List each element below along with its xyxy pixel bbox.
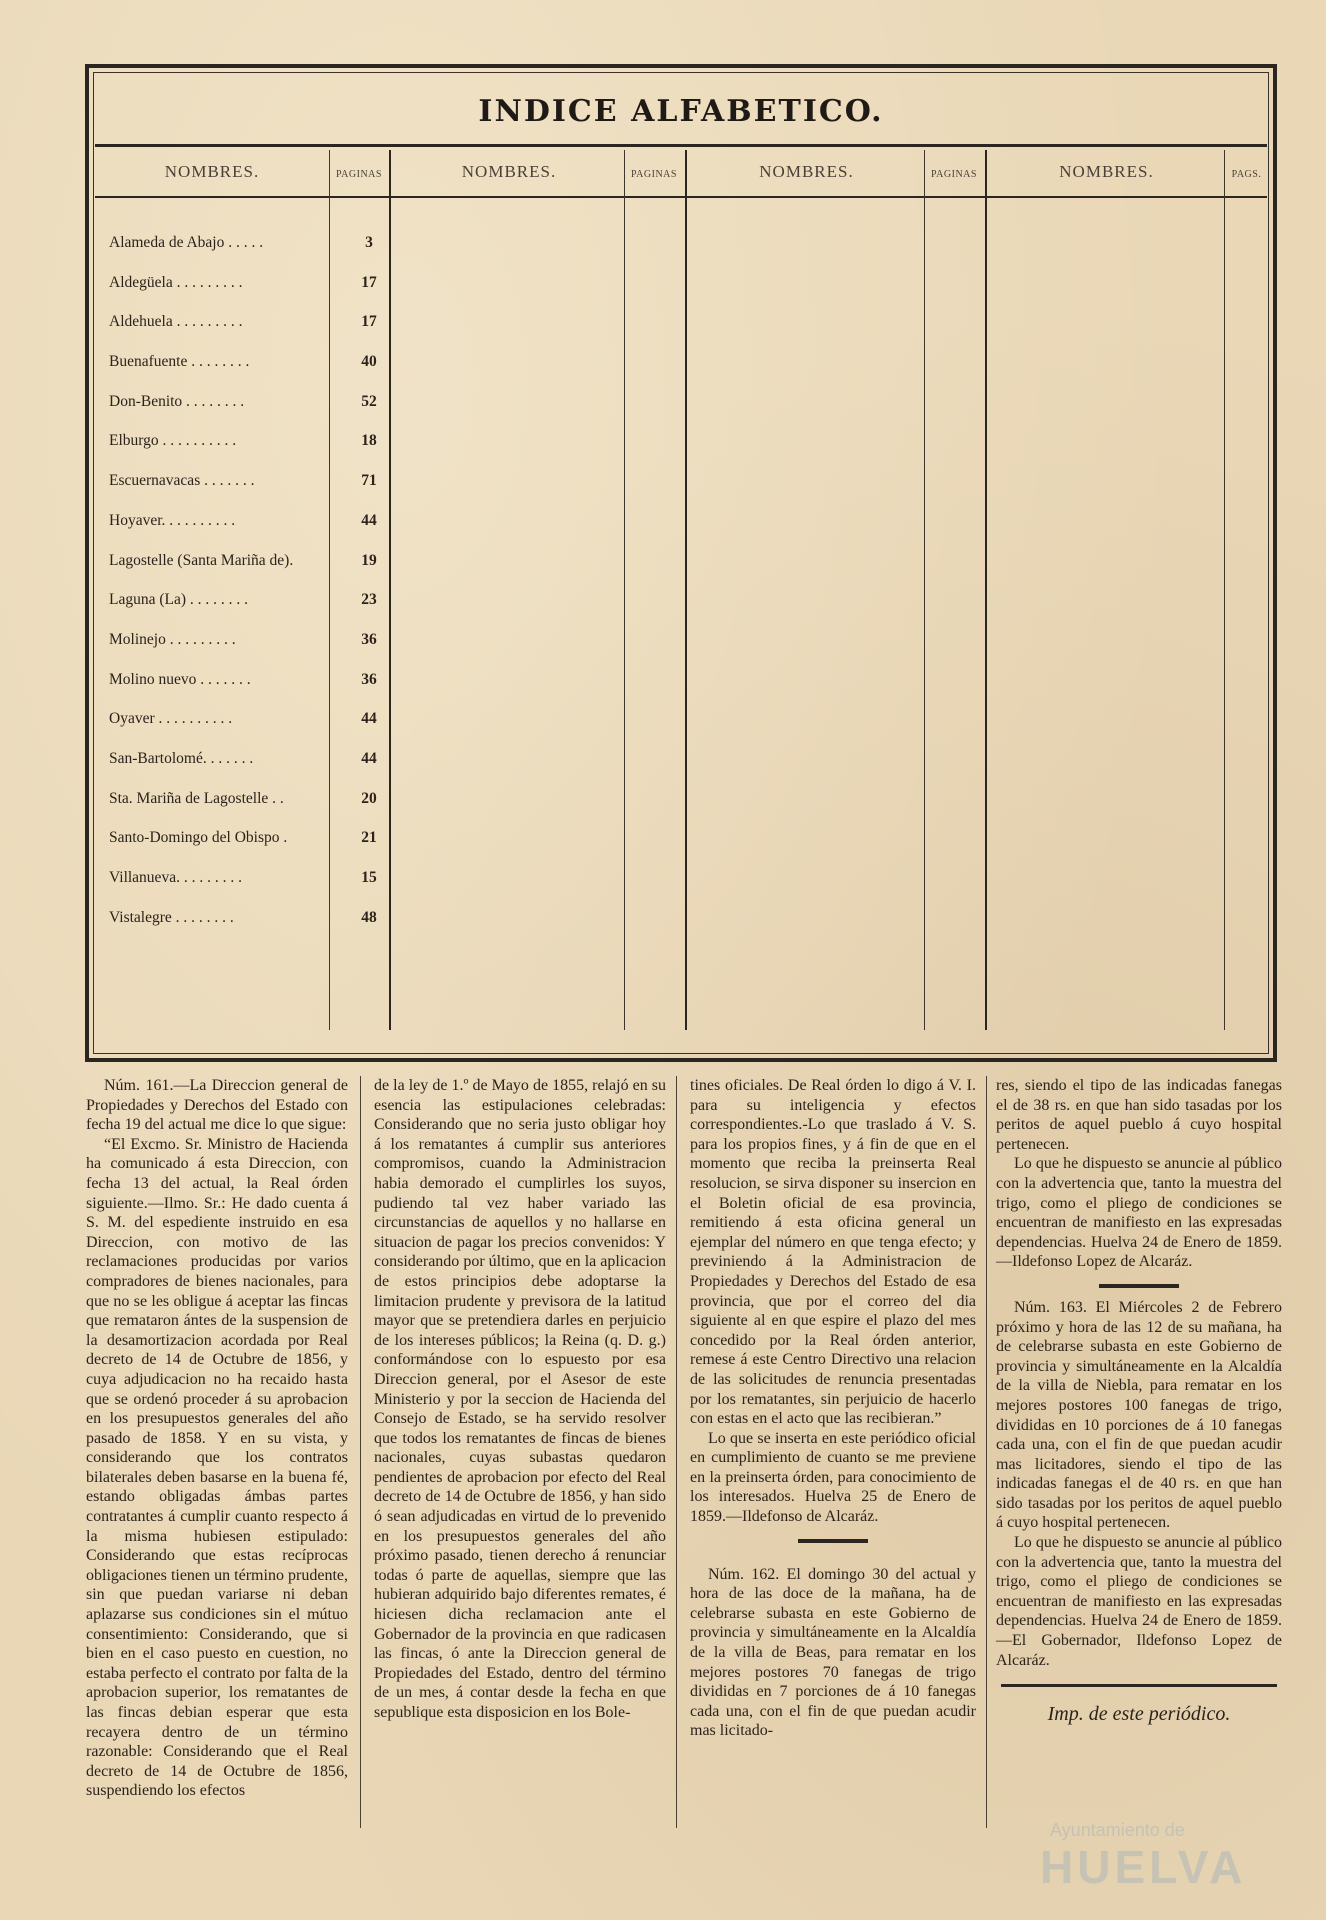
column-divider bbox=[329, 150, 330, 1030]
entry-page: 71 bbox=[361, 472, 377, 490]
paragraph: “El Excmo. Sr. Ministro de Hacienda ha comunicado á esta Direccion, con fecha 13 del actual, la Real órden siguiente.—Ilmo. Sr.: He dado cuenta á S. M. del espediente instruido en esa Direccion, con motivo de las reclamaciones producidas por varios compradores de bienes nacionales, para que no se les obligue á aceptar las fincas que remataron ántes de la suspension de la desamortizacion acordada por Real decreto de 14 de Octubre de 1856, y cuya adjudicacion no ha recaido hasta que se ordenó proceder á su aprobacion en los presupuestos generales del año pasado de 1858. Y en su vista, y considerando que los contratos bilaterales deben basarse en la buena fé, estando obligadas ámbas partes contratantes á cumplir cuanto respecto á la misma hubiesen estipulado: Considerando que estas recíprocas obligaciones tienen un término prudente, sin que puedan variarse ni deban aplazarse sus condiciones sin el mútuo consentimiento: Considerando, que si bien en el caso puesto en cuestion, no estaba perfecto el contrato por falta de la aprobacion superior, los rematantes de las fincas debian esperar que esta recayera dentro de un término razonable: Considerando que el Real decreto de 14 de Octubre de 1856, suspendiendo los efectos bbox=[86, 1135, 348, 1800]
entry-name: Santo-Domingo del Obispo . bbox=[109, 829, 288, 847]
watermark: HUELVA bbox=[1040, 1841, 1247, 1893]
entry-name: Oyaver . . . . . . . . . . bbox=[109, 710, 233, 728]
column-rule bbox=[676, 1076, 677, 1828]
entry-page: 36 bbox=[361, 630, 377, 648]
index-entry bbox=[109, 268, 429, 308]
entry-name: Alameda de Abajo . . . . . bbox=[109, 234, 264, 251]
column-divider bbox=[685, 150, 687, 1030]
index-entry bbox=[109, 903, 429, 943]
column-divider bbox=[1224, 150, 1225, 1030]
header-pages-4: PAGS. bbox=[1231, 169, 1262, 180]
column-divider bbox=[985, 150, 987, 1030]
entry-name: Lagostelle (Santa Mariña de). bbox=[109, 551, 294, 569]
entry-name: Villanueva. . . . . . . . . bbox=[109, 869, 242, 886]
index-entries bbox=[109, 228, 429, 942]
entry-page: 18 bbox=[361, 432, 377, 450]
separator bbox=[1099, 1284, 1179, 1288]
text-column-1 bbox=[86, 1076, 348, 1801]
header-names-3: NOMBRES. bbox=[759, 162, 854, 181]
entry-page: 20 bbox=[361, 789, 377, 807]
index-entry bbox=[109, 784, 429, 824]
index-entry bbox=[109, 387, 429, 427]
column-divider bbox=[924, 150, 925, 1030]
entry-name: Elburgo . . . . . . . . . . bbox=[109, 432, 237, 450]
entry-page: 44 bbox=[361, 710, 377, 728]
index-entry bbox=[109, 823, 429, 863]
index-title: INDICE ALFABETICO. bbox=[478, 94, 884, 129]
entry-name: Hoyaver. . . . . . . . . . bbox=[109, 511, 236, 529]
paragraph: Lo que he dispuesto se anuncie al público con la advertencia que, tanto la muestra del trigo, como el pliego de condiciones se encuentran de manifiesto en las expresadas dependencias. Huelva 24 de Enero de 1859.—El Gobernador, Ildefonso Lopez de Alcaráz. bbox=[996, 1534, 1282, 1669]
entry-name: Aldegüela . . . . . . . . . bbox=[109, 273, 243, 291]
header-names-1: NOMBRES. bbox=[164, 162, 260, 181]
text-column-4 bbox=[996, 1076, 1282, 1725]
entry-page: 17 bbox=[361, 273, 377, 291]
text-column-3 bbox=[690, 1076, 976, 1741]
paragraph: Núm. 162. El domingo 30 del actual y hora de las doce de la mañana, ha de celebrarse subasta en este Gobierno de provincia y simultáneamente en la Alcaldía de la villa de Beas, para rematar en los mejores postores 70 fanegas de trigo divididas en 7 porciones de á 10 fanegas cada una, con el fin de que puedan acudir mas licitado- bbox=[690, 1565, 976, 1740]
index-entry bbox=[109, 307, 429, 347]
header-pages-3: PAGINAS bbox=[931, 169, 977, 180]
column-rule bbox=[360, 1076, 361, 1828]
index-entry bbox=[109, 546, 429, 586]
entry-name: Laguna (La) . . . . . . . . bbox=[109, 591, 249, 609]
index-entry bbox=[109, 704, 429, 744]
separator bbox=[1001, 1684, 1277, 1687]
paragraph: Lo que he dispuesto se anuncie al público con la advertencia que, tanto la muestra del trigo, como el pliego de condiciones se encuentran de manifiesto en las expresadas dependencias. Huelva 24 de Enero de 1859.—Ildefonso Lopez de Alcaráz. bbox=[996, 1155, 1282, 1271]
entry-page: 48 bbox=[361, 908, 377, 926]
header-names-2: NOMBRES. bbox=[461, 162, 557, 181]
index-entry bbox=[109, 426, 429, 466]
text-column-2 bbox=[374, 1076, 666, 1723]
header-names-4: NOMBRES. bbox=[1059, 162, 1154, 181]
header-pages-2: PAGINAS bbox=[631, 169, 677, 180]
paragraph: de la ley de 1.º de Mayo de 1855, relajó en su esencia las estipulaciones celebradas: Considerando que no seria justo obligar hoy á los rematantes á cumplir sus anteriores compromisos, cuando la Administracion habia demorado el cumplirles los suyos, pudiendo tal vez haber variado las circunstancias de aquellos y no hallarse en situacion de pagar los precios convenidos: Y considerando por último, que en la aplicacion de estos principios debe adoptarse la limitacion prudente y previsora de la latitud mayor que se pretendiera darles en perjuicio de los intereses públicos; la Reina (q. D. g.) conformándose con lo espuesto por esa Direccion general, por el Asesor de este Ministerio y por la seccion de Hacienda del Consejo de Estado, se ha servido resolver que todos los rematantes de fincas de bienes nacionales, cuyas subastas quedaron pendientes de aprobacion por efecto del Real decreto de 14 de Octubre de 1856, y han sido ó sean adjudicadas en virtud de lo prevenido en los presupuestos generales del año próximo pasado, tienen derecho á renunciar todas ó parte de aquellas, siempre que las hubieran adquirido bajo diferentes remates, é hiciesen dicha reclamacion ante el Gobernador de la provincia en que radicasen las fincas, ó ante la Direccion general de Propiedades del Estado, dentro del término de un mes, á contar desde la fecha en que sepublique esta disposicion en los Bole- bbox=[374, 1077, 666, 1721]
entry-page: 52 bbox=[361, 392, 377, 410]
paragraph: Núm. 161.—La Direccion general de Propiedades y Derechos del Estado con fecha 19 del actual me dice lo que sigue: bbox=[86, 1077, 348, 1134]
column-divider bbox=[389, 150, 391, 1030]
index-entry bbox=[109, 466, 429, 506]
paragraph: tines oficiales. De Real órden lo digo á V. I. para su inteligencia y efectos correspondientes.-Lo que traslado á V. S. para los propios fines, y á fin de que en el momento que reciba la preinserta Real resolucion, se sirva disponer su insercion en el Boletin oficial de esa provincia, remitiendo á esta oficina general un ejemplar del número en que tenga efecto; y previniendo á la Administracion de Propiedades y Derechos del Estado de esa provincia, que por el correo del dia siguiente al en que espire el plazo del mes concedido por la Real órden anterior, remese á este Centro Directivo una relacion de las solicitudes de renuncia presentadas por los rematantes, sin perjuicio de hacerlo con estas en el acto que las recibieran.” bbox=[690, 1077, 976, 1428]
watermark-subtitle: Ayuntamiento de bbox=[1050, 1820, 1185, 1840]
header-pages-1: PAGINAS bbox=[336, 169, 382, 180]
index-entry bbox=[109, 585, 429, 625]
entry-page: 17 bbox=[361, 313, 377, 331]
entry-page: 23 bbox=[361, 591, 377, 609]
column-divider bbox=[624, 150, 625, 1030]
title-rule bbox=[95, 144, 1267, 147]
entry-name: San-Bartolomé. . . . . . . bbox=[109, 749, 254, 767]
index-entry bbox=[109, 665, 429, 705]
entry-name: Escuernavacas . . . . . . . bbox=[109, 472, 255, 490]
entry-page: 40 bbox=[361, 353, 377, 371]
entry-name: Buenafuente . . . . . . . . bbox=[109, 353, 250, 371]
paragraph: Núm. 163. El Miércoles 2 de Febrero próximo y hora de las 12 de su mañana, ha de celebrarse subasta en este Gobierno de provincia y simultáneamente en la Alcaldía de la villa de Niebla, para rematar en los mejores postores 100 fanegas de trigo, divididas en 10 porciones de á 10 fanegas cada una, con el fin de que puedan acudir mas licitadores, siendo el tipo de las indicadas fanegas el de 40 rs. en que han sido tasadas por los peritos de aquel pueblo á cuyo hospital pertenecen. bbox=[996, 1298, 1282, 1532]
paragraph: Lo que se inserta en este periódico oficial en cumplimiento de cuanto se me previene en la preinserta órden, para conocimiento de los interesados. Huelva 25 de Enero de 1859.—Ildefonso de Alcaráz. bbox=[690, 1429, 976, 1526]
index-entry bbox=[109, 347, 429, 387]
paragraph: res, siendo el tipo de las indicadas fanegas el de 38 rs. en que han sido tasadas por los peritos de aquel pueblo á cuyo hospital pertenecen. bbox=[996, 1077, 1282, 1153]
entry-name: Vistalegre . . . . . . . . bbox=[109, 908, 234, 926]
column-rule bbox=[986, 1076, 987, 1828]
entry-page: 36 bbox=[361, 670, 377, 688]
entry-page: 3 bbox=[365, 234, 373, 251]
entry-name: Molino nuevo . . . . . . . bbox=[109, 670, 251, 688]
header-rule bbox=[95, 196, 1267, 198]
index-entry bbox=[109, 863, 429, 903]
index-entry bbox=[109, 744, 429, 784]
index-table bbox=[85, 64, 1277, 1062]
entry-page: 21 bbox=[361, 829, 377, 847]
index-entry bbox=[109, 228, 429, 268]
entry-page: 44 bbox=[361, 749, 377, 767]
index-entry bbox=[109, 625, 429, 665]
index-entry bbox=[109, 506, 429, 546]
entry-page: 44 bbox=[361, 511, 377, 529]
entry-page: 15 bbox=[361, 869, 377, 886]
imprint: Imp. de este periódico. bbox=[1047, 1703, 1231, 1726]
entry-page: 19 bbox=[361, 551, 377, 569]
separator bbox=[798, 1539, 868, 1543]
entry-name: Aldehuela . . . . . . . . . bbox=[109, 313, 243, 331]
entry-name: Sta. Mariña de Lagostelle . . bbox=[109, 789, 284, 807]
entry-name: Molinejo . . . . . . . . . bbox=[109, 630, 236, 648]
entry-name: Don-Benito . . . . . . . . bbox=[109, 392, 245, 410]
